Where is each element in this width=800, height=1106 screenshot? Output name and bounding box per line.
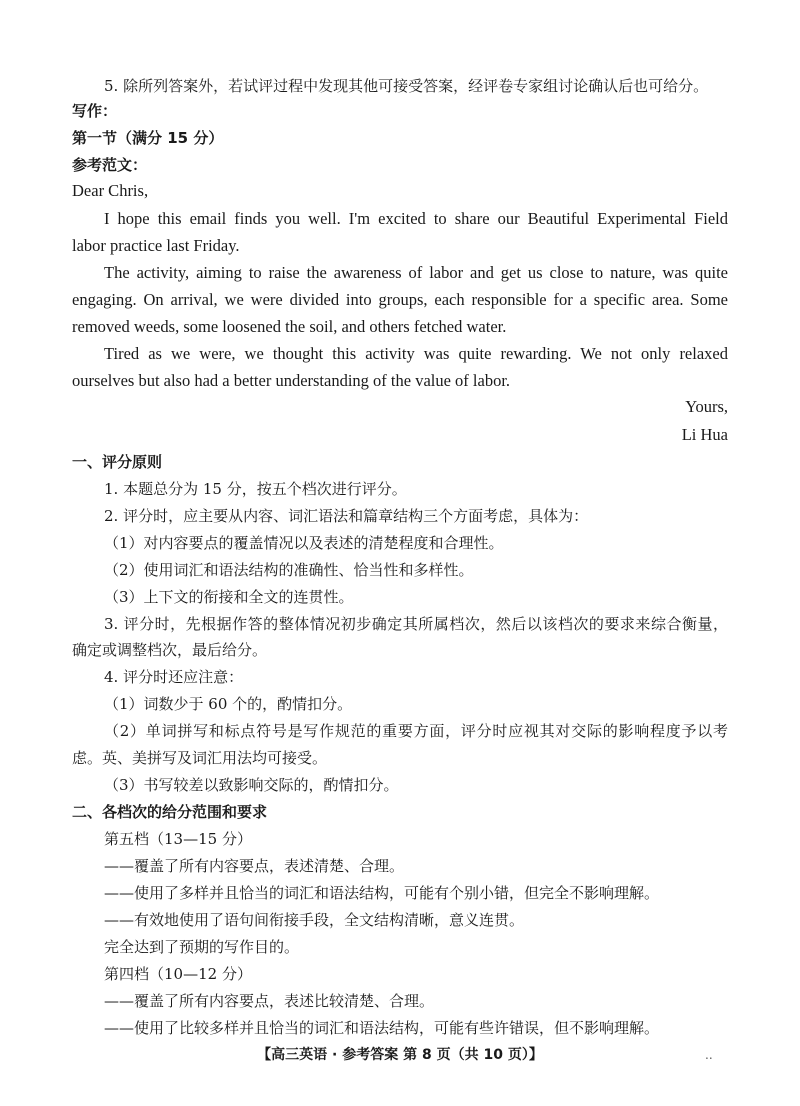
grade5-summary: 完全达到了预期的写作目的。 bbox=[104, 938, 300, 956]
letter-p2-line1: The activity, aiming to raise the awareness of labor and get us close to nature, was quite bbox=[104, 263, 728, 282]
principle-item-2: 2. 评分时，应主要从内容、词汇语法和篇章结构三个方面考虑，具体为： bbox=[104, 507, 589, 525]
grade5-line-3: ——有效地使用了语句间衔接手段，全文结构清晰，意义连贯。 bbox=[104, 911, 525, 929]
grade5-title: 第五档（13—15 分） bbox=[104, 830, 252, 848]
grade5-line-1: ——覆盖了所有内容要点，表述清楚、合理。 bbox=[104, 857, 405, 875]
letter-salutation: Dear Chris, bbox=[72, 181, 149, 200]
principle-item-4-sub-2-line1: （2）单词拼写和标点符号是写作规范的重要方面，评分时应视其对交际的影响程度予以考 bbox=[104, 722, 728, 740]
footer-mark: .. bbox=[705, 1048, 713, 1062]
page-footer: 【高三英语 · 参考答案 第 8 页（共 10 页）】 bbox=[257, 1047, 543, 1063]
principle-item-3-line2: 确定或调整档次，最后给分。 bbox=[72, 641, 268, 659]
principle-item-4: 4. 评分时还应注意： bbox=[104, 668, 244, 686]
grades-heading: 二、各档次的给分范围和要求 bbox=[72, 803, 268, 821]
principle-sub-2: （2）使用词汇和语法结构的准确性、恰当性和多样性。 bbox=[104, 561, 474, 579]
grade5-line-2: ——使用了多样并且恰当的词汇和语法结构，可能有个别小错，但完全不影响理解。 bbox=[104, 884, 660, 902]
grade4-line-1: ——覆盖了所有内容要点，表述比较清楚、合理。 bbox=[104, 992, 435, 1010]
section1-heading: 第一节（满分 15 分） bbox=[72, 129, 224, 147]
principle-item-1: 1. 本题总分为 15 分，按五个档次进行评分。 bbox=[104, 480, 407, 498]
letter-closing: Yours, bbox=[685, 397, 728, 416]
principle-sub-1: （1）对内容要点的覆盖情况以及表述的清楚程度和合理性。 bbox=[104, 534, 504, 552]
grade4-title: 第四档（10—12 分） bbox=[104, 965, 252, 983]
grade4-line-2: ——使用了比较多样并且恰当的词汇和语法结构，可能有些许错误，但不影响理解。 bbox=[104, 1019, 660, 1037]
writing-heading: 写作： bbox=[72, 102, 118, 120]
principle-item-4-sub-3: （3）书写较差以致影响交际的，酌情扣分。 bbox=[104, 776, 399, 794]
principle-item-4-sub-2-line2: 虑。英、美拼写及词汇用法均可接受。 bbox=[72, 749, 328, 767]
letter-p1-line2: labor practice last Friday. bbox=[72, 236, 240, 255]
note-item-5: 5. 除所列答案外，若试评过程中发现其他可接受答案，经评卷专家组讨论确认后也可给分。 bbox=[104, 77, 709, 95]
principle-item-4-sub-1: （1）词数少于 60 个的，酌情扣分。 bbox=[104, 695, 353, 713]
letter-p3-line2: ourselves but also had a better understanding of the value of labor. bbox=[72, 371, 511, 390]
letter-p2-line3: removed weeds, some loosened the soil, and others fetched water. bbox=[72, 317, 507, 336]
sample-label: 参考范文： bbox=[72, 156, 148, 174]
letter-signature: Li Hua bbox=[681, 425, 728, 444]
letter-p3-line1: Tired as we were, we thought this activity was quite rewarding. We not only relaxed bbox=[104, 344, 728, 363]
letter-p1-line1: I hope this email finds you well. I'm excited to share our Beautiful Experimental Field bbox=[104, 209, 728, 228]
letter-p2-line2: engaging. On arrival, we were divided into groups, each responsible for a specific area. Some bbox=[72, 290, 728, 309]
principles-heading: 一、评分原则 bbox=[72, 453, 163, 471]
principle-sub-3: （3）上下文的衔接和全文的连贯性。 bbox=[104, 588, 354, 606]
principle-item-3-line1: 3. 评分时，先根据作答的整体情况初步确定其所属档次，然后以该档次的要求来综合衡量， bbox=[104, 615, 728, 633]
